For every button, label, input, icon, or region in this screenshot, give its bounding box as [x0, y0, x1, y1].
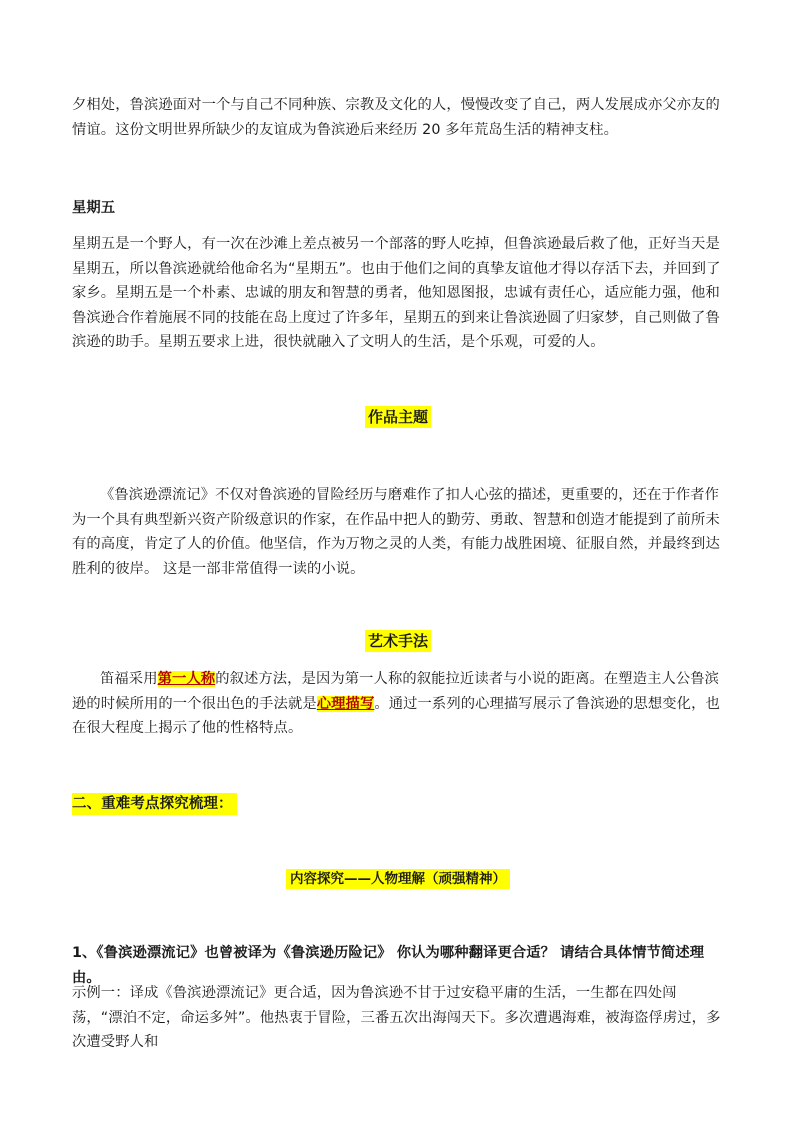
section2-heading-wrap [72, 792, 724, 817]
technique-paragraph [72, 667, 724, 741]
theme-paragraph: 《鲁滨逊漂流记》不仅对鲁滨逊的冒险经历与磨难作了扣人心弦的描述，更重要的，还在于作者作为一个具有典型新兴资产阶级意识的作家，在作品中把人的勤劳、勇敢、智慧和创造才能提到了前所未有的高度，肯定了人的价值。他坚信，作为万物之灵的人类，有能力战胜困境、征服自然，并最终到达胜利的彼岸。 这是一部非常值得一读的小说。 [72, 487, 720, 577]
technique-text-2: 的叙述方法，是因为第一人称的叙能拉近读者与小说的距离。在塑造主人公鲁滨逊的时候所用的一个很出色的手法就是 [72, 671, 720, 712]
section2-heading: 二、重难考点探究梳理： [72, 793, 237, 815]
keyword-first-person: 第一人称 [157, 671, 216, 687]
intro-paragraph: 夕相处，鲁滨逊面对一个与自己不同种族、宗教及文化的人，慢慢改变了自己，两人发展成亦父亦友的情谊。这份文明世界所缺少的友谊成为鲁滨逊后来经历 20 多年荒岛生活的精神支柱。 [72, 97, 720, 138]
technique-text-1: 笛福采用 [100, 671, 158, 687]
section2-subheading: 内容探究——人物理解（顽强精神） [286, 869, 510, 889]
technique-text-3: 。通过一系列的心理描写展示了鲁滨逊的思想变化，也在很大程度上揭示了他的性格特点。 [72, 695, 720, 736]
question-1: 1、《鲁滨逊漂流记》也曾被译为《鲁滨逊历险记》 你认为哪种翻译更合适？ 请结合具体情节简述理由。 [72, 945, 705, 986]
friday-paragraph: 星期五是一个野人，有一次在沙滩上差点被另一个部落的野人吃掉，但鲁滨逊最后救了他，正好当天是星期五，所以鲁滨逊就给他命名为“星期五”。也由于他们之间的真挚友谊他才得以存活下去，并回到了家乡。星期五是一个朴素、忠诚的朋友和智慧的勇者，他知恩图报，忠诚有责任心，适应能力强，他和鲁滨逊合作着施展不同的技能在岛上度过了许多年，星期五的到来让鲁滨逊圆了归家梦，自己则做了鲁滨逊的助手。星期五要求上进，很快就融入了文明人的生活，是个乐观，可爱的人。 [72, 236, 721, 350]
friday-heading: 星期五 [72, 200, 116, 216]
technique-heading-wrap [72, 628, 724, 654]
theme-heading-wrap [72, 404, 724, 430]
example-1: 示例一：译成《鲁滨逊漂流记》更合适，因为鲁滨逊不甘于过安稳平庸的生活，一生都在四处闯荡，“漂泊不定，命运多舛”。他热衷于冒险，三番五次出海闯天下。多次遭遇海难，被海盗俘虏过，多次遭受野人和 [72, 985, 721, 1050]
technique-heading: 艺术手法 [365, 630, 431, 652]
keyword-psychological-description: 心理描写 [316, 695, 375, 712]
section2-subheading-wrap [72, 867, 724, 891]
theme-heading: 作品主题 [365, 406, 431, 428]
